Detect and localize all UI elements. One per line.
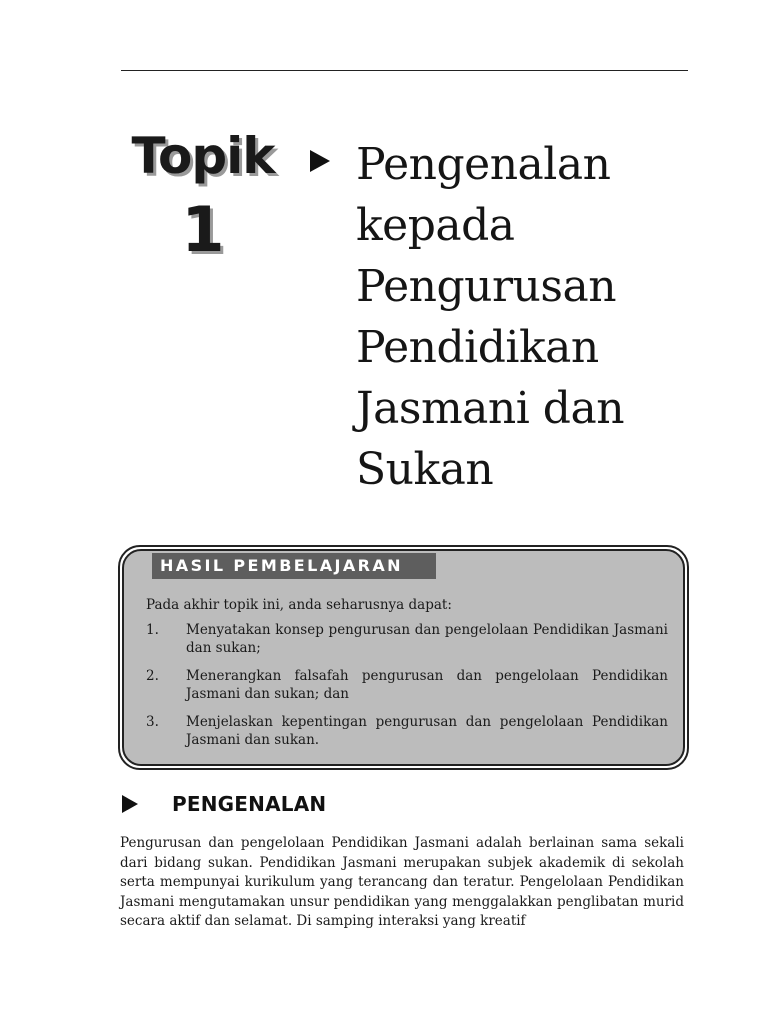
list-item-number: 1.	[146, 622, 159, 638]
title-arrow-icon	[310, 150, 330, 172]
section-arrow-icon	[122, 795, 138, 813]
learning-outcomes-heading: HASIL PEMBELAJARAN	[152, 553, 436, 579]
topic-label	[120, 124, 286, 268]
list-item-text: Menerangkan falsafah pengurusan dan pengelolaan Pendidikan Jasmani dan sukan; dan	[186, 668, 668, 702]
chapter-title-line: Jasmani dan	[356, 383, 625, 434]
list-item-number: 3.	[146, 714, 159, 730]
learning-outcomes-box	[118, 545, 689, 770]
topic-word: Topik	[131, 127, 275, 185]
list-item-number: 2.	[146, 668, 159, 684]
chapter-title-line: Sukan	[356, 444, 494, 495]
list-item	[146, 667, 668, 703]
list-item-text: Menjelaskan kepentingan pengurusan dan pengelolaan Pendidikan Jasmani dan sukan.	[186, 714, 668, 748]
chapter-title-line: Pendidikan	[356, 322, 599, 373]
chapter-title	[356, 134, 686, 500]
body-paragraph: Pengurusan dan pengelolaan Pendidikan Jasmani adalah berlainan sama sekali dari bidang sukan. Pendidikan Jasmani merupakan subjek akademik di sekolah serta mempunyai kurikulum yang terancang dan teratur. Pengelolaan Pendidikan Jasmani mengutamakan unsur pendidikan yang menggalakkan penglibatan murid secara aktif dan selamat. Di samping interaksi yang kreatif	[120, 835, 684, 929]
chapter-title-line: kepada	[356, 200, 515, 251]
list-item	[146, 621, 668, 657]
list-item	[146, 713, 668, 749]
learning-outcomes-panel	[122, 549, 685, 766]
chapter-title-line: Pengenalan	[356, 139, 611, 190]
learning-outcomes-list	[146, 621, 668, 759]
section-heading: PENGENALAN	[172, 792, 327, 816]
learning-outcomes-intro: Pada akhir topik ini, anda seharusnya dapat:	[146, 597, 452, 613]
top-rule	[121, 70, 688, 71]
list-item-text: Menyatakan konsep pengurusan dan pengelolaan Pendidikan Jasmani dan sukan;	[186, 622, 668, 656]
chapter-title-line: Pengurusan	[356, 261, 617, 312]
topic-number: 1	[181, 193, 225, 266]
